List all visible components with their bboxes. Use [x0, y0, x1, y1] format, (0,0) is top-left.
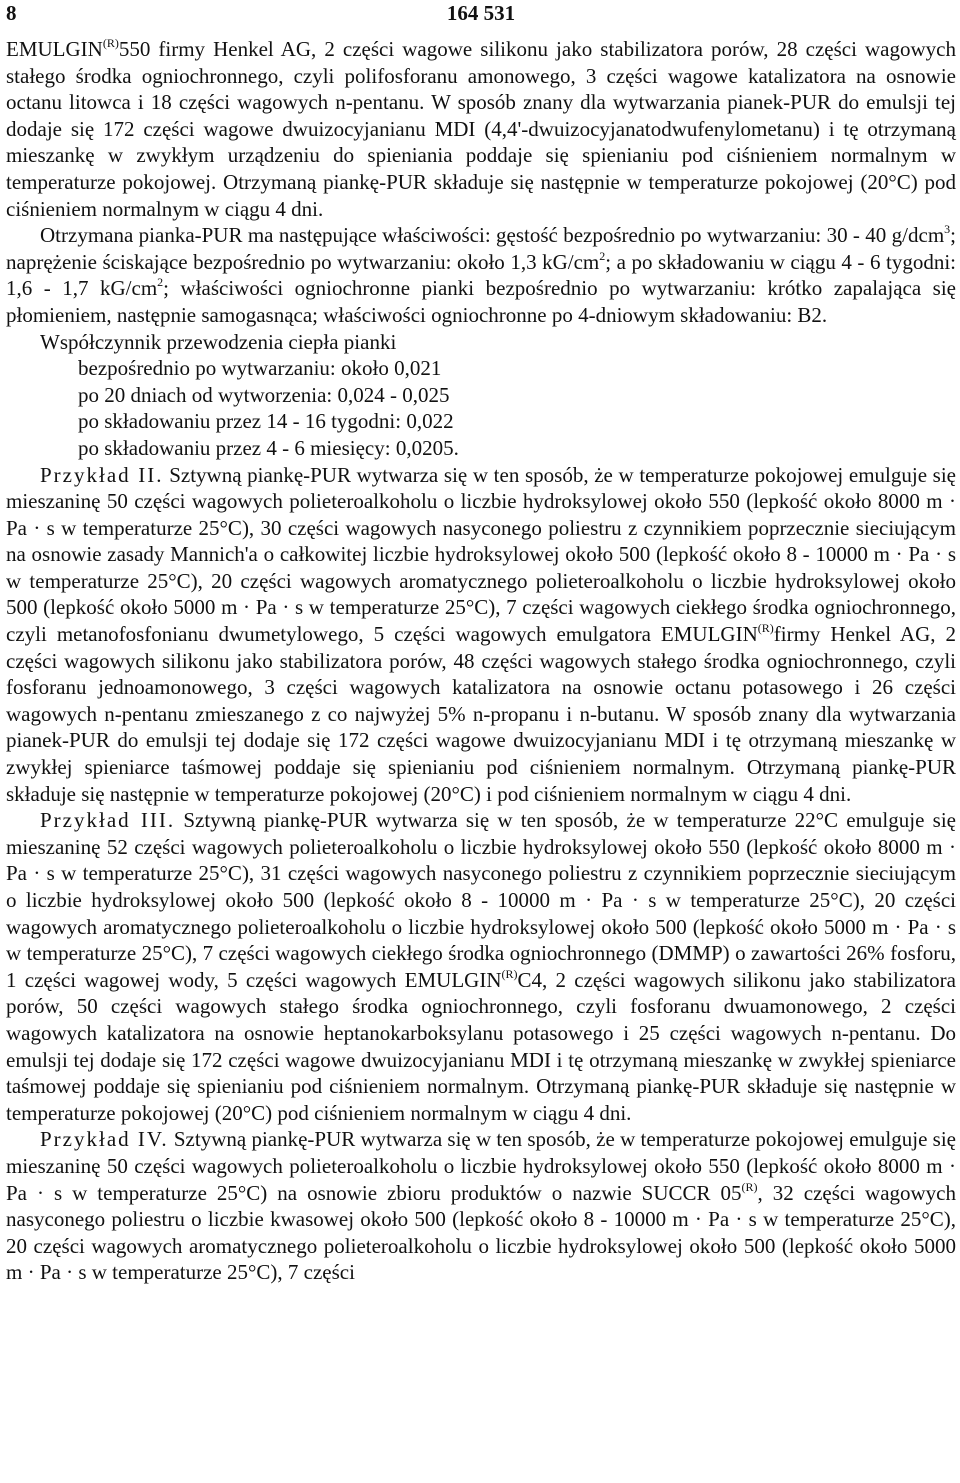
paragraph-foam-properties: Otrzymana pianka-PUR ma następujące właściwości: gęstość bezpośrednio po wytwarzaniu: 30 - 40 g/dcm$^3$; naprężenie ściskające bezpośrednio po wytwarzaniu: około 1,3 $kG/cm^2$; a po składowaniu w ciągu 4 - 6 tygodni: 1,6 - 1,7 $kG/cm^2$; właściwości ogniochronne pianki bezpośrednio po wytwarzaniu: krótko zapalająca się płomieniem, następnie samogasnąca; właściwości ogniochronne po 4-dniowym składowaniu: B2.: [6, 222, 956, 327]
thermal-conductivity-row: po 20 dniach od wytworzenia: 0,024 - 0,025: [78, 382, 450, 407]
paragraph-example-1-continuation: $EMULGIN^{(R)}550$ firmy Henkel AG, 2 części wagowe silikonu jako stabilizatora porów, 28 części wagowych stałego środka ogniochronnego, czyli polifosforanu amonowego, 3 części wagowe katalizatora na osnowie octanu litowca i 18 części wagowych n-pentanu. W sposób znany dla wytwarzania pianek-PUR do emulsji tej dodaje się 172 części wagowe dwuizocyjanianu MDI (4,4'-dwuizocyjanatodwufenylometanu) i tę otrzymaną mieszankę w zwykłym urządzeniu do spieniania poddaje się spienianiu pod ciśnieniem normalnym w temperaturze pokojowej. Otrzymaną piankę-PUR składuje się następnie w temperaturze pokojowej (20°C) pod ciśnieniem normalnym w ciągu 4 dni.: [6, 36, 956, 221]
example-3-label: Przykład III.: [40, 808, 176, 833]
thermal-conductivity-row: bezpośrednio po wytwarzaniu: około 0,021: [78, 356, 442, 381]
example-4-label: Przykład IV.: [40, 1127, 169, 1152]
thermal-conductivity-list: [6, 329, 956, 462]
thermal-conductivity-row: po składowaniu przez 4 - 6 miesięcy: 0,0205.: [78, 435, 459, 460]
document-page: [6, 0, 956, 1483]
thermal-conductivity-title: Współczynnik przewodzenia ciepła pianki: [40, 329, 397, 354]
paragraph-example-4: Przykład IV. Sztywną piankę-PUR wytwarza się w ten sposób, że w temperaturze pokojowej emulguje się mieszaninę 50 części wagowych polieteroalkoholu o liczbie hydroksylowej około 550 (lepkość około 8000 m · Pa · s w temperaturze 25°C) na osnowie zbioru produktów o nazwie SUCCR $05^{(R)}$, 32 części wagowych nasyconego poliestru o liczbie kwasowej około 500 (lepkość około 8 - 10000 m · Pa · s w temperaturze 25°C), 20 części wagowych aromatycznego polieteroalkoholu o liczbie hydroksylowej około 500 (lepkość około 5000 m · Pa · s w temperaturze 25°C), 7 części: [6, 1127, 957, 1285]
paragraph-example-3: Przykład III. Sztywną piankę-PUR wytwarza się w ten sposób, że w temperaturze 22°C emulguje się mieszaninę 52 części wagowych polieteroalkoholu o liczbie hydroksylowej około 550 (lepkość około 8000 m · Pa · s w temperaturze 25°C), 31 części wagowych nasyconego poliestru z czynnikiem poprzecznie sieciującym o liczbie hydroksylowej około 500 (lepkość około 8 - 10000 m · Pa · s w temperaturze 25°C), 20 części wagowych aromatycznego polieteroalkoholu o liczbie hydroksylowej około 500 (lepkość około 5000 m · Pa · s w temperaturze 25°C), 7 części wagowych ciekłego środka ogniochronnego (DMMP) o zawartości 26% fosforu, 1 części wagowej wody, 5 części wagowych $EMULGIN^{(R)}C4$, 2 części wagowych silikonu jako stabilizatora porów, 50 części wagowych stałego środka ogniochronnego, czyli fosforanu dwuamonowego, 2 części wagowych katalizatora na osnowie heptanokarboksylanu potasowego i 25 części wagowych n-pentanu. Do emulsji tej dodaje się 172 części wagowe dwuizocyjanianu MDI i tę otrzymaną mieszankę w zwykłej spieniarce taśmowej poddaje się spienianiu pod ciśnieniem normalnym. Otrzymaną piankę-PUR składuje się następnie w temperaturze pokojowej (20°C) pod ciśnieniem normalnym w ciągu 4 dni.: [6, 808, 956, 1125]
page-header: [6, 0, 956, 26]
paragraph-example-2: Przykład II. Sztywną piankę-PUR wytwarza się w ten sposób, że w temperaturze pokojowej emulguje się mieszaninę 50 części wagowych polieteroalkoholu o liczbie hydroksylowej około 550 (lepkość około 8000 m · Pa · s w temperaturze 25°C), 30 części wagowych nasyconego poliestru z czynnikiem poprzecznie sieciującym na osnowie zasady Mannich'a o całkowitej liczbie hydroksylowej około 500 (lepkość około 8 - 10000 m · Pa · s w temperaturze 25°C), 20 części wagowych aromatycznego polieteroalkoholu o liczbie hydroksylowej około 500 (lepkość około 5000 m · Pa · s w temperaturze 25°C), 7 części wagowych ciekłego środka ogniochronnego, czyli metanofosfonianu dwumetylowego, 5 części wagowych emulgatora $EMULGIN^{(R)}firmy$ Henkel AG, 2 części wagowych silikonu jako stabilizatora porów, 48 części wagowych stałego środka ogniochronnego, czyli fosforanu jednoamonowego, 3 części wagowych katalizatora na osnowie octanu potasowego i 26 części wagowych n-pentanu zmieszanego z co najwyżej 5% n-propanu i n-butanu. W sposób znany dla wytwarzania pianek-PUR do emulsji tej dodaje się 172 części wagowe dwuizocyjanianu MDI i tę otrzymaną mieszankę w zwykłej spieniarce taśmowej poddaje się spienianiu pod ciśnieniem normalnym. Otrzymaną piankę-PUR składuje się następnie w temperaturze pokojowej (20°C) i pod ciśnieniem normalnym w ciągu 4 dni.: [6, 462, 956, 806]
page-number: 8: [6, 1, 17, 25]
patent-number: 164 531: [446, 1, 516, 25]
thermal-conductivity-row: po składowaniu przez 14 - 16 tygodni: 0,022: [78, 409, 454, 434]
example-2-label: Przykład II.: [40, 462, 164, 487]
